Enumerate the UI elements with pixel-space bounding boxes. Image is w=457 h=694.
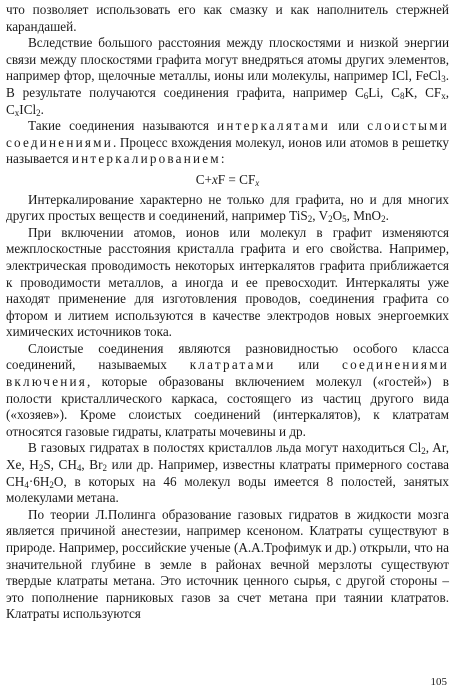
formula-subscript: x (255, 177, 260, 188)
subscript: 8 (399, 90, 405, 101)
paragraph-definition (6, 118, 449, 168)
text: , MnO (346, 208, 382, 224)
text: O (332, 208, 343, 224)
subscript: 2 (36, 107, 41, 118)
text: что позволяет использовать его как смазку и как наполнитель стержней карандашей. (6, 2, 449, 34)
formula-part: C+ (195, 171, 212, 187)
text: Интеркалирование характерно не только для графита, но и для многих других простых веществ и соединений, например TiS (6, 191, 449, 224)
subscript: x (441, 90, 446, 101)
text: По теории Л.Полинга образование газовых гидратов в жидкости мозга является причиной анестезии, например ксеноном. Клатраты существуют в природе. Например, российские ученые (А.А.Трофимук и др.) открыли, что на значительной глубине в земле в районах вечной мерзлоты существуют твердые клатраты метана. Это источник ценного сырья, с другой стороны – это пополнение парниковых газов за счет метана при таянии клатратов. Клатраты используются (6, 506, 449, 622)
text: Слоистые соединения являются разновидностью особого класса соединений, называемых (6, 340, 449, 373)
subscript: 2 (421, 446, 426, 457)
subscript: 2 (49, 479, 54, 490)
term-inclusion-compounds: соединениями включения (6, 357, 449, 390)
subscript: 2 (328, 214, 333, 225)
paragraph-gas-hydrates (6, 440, 449, 506)
term-intercalation: интеркалированием (71, 151, 221, 167)
paragraph-pauling-theory (6, 507, 449, 623)
subscript: x (14, 107, 20, 118)
text: K, CF (404, 84, 442, 100)
formula-variable: x (211, 171, 218, 187)
paragraph-continuation (6, 2, 449, 35)
subscript: 5 (342, 214, 347, 225)
subscript: 4 (76, 463, 82, 474)
text: : (220, 151, 225, 167)
text: , Ar, Xe, H (6, 440, 449, 473)
text: , Br (81, 457, 103, 473)
text: . Процесс вхождения молекул, ионов или атомов в решетку называется (6, 134, 449, 167)
text: . (385, 208, 389, 224)
text: Li, C (368, 84, 400, 100)
subscript: 2 (307, 214, 313, 225)
paragraph-properties (6, 225, 449, 341)
term-clathrates: клатратами (189, 357, 276, 373)
text: Вследствие большого расстояния между плоскостями и низкой энергии связи между плоскостями графита могут внедряться атомы других элементов, например фтор, щелочные металлы, ионы или молекулы, например ICl, FeCl (6, 35, 449, 84)
subscript: 3 (441, 74, 446, 85)
formula (6, 172, 449, 189)
paragraph-intercalation (6, 35, 449, 118)
subscript: 6 (363, 90, 369, 101)
text: , которые образованы включением молекул («гостей») в полости кристаллического каркаса, состоящего из частиц другого вида («хозяев»). Кроме слоистых соединений (интеркалятов), к клатратам относятся газовые гидраты, клатраты мочевины и др. (6, 374, 449, 439)
term-layered-compounds: слоистыми соединениями (6, 118, 449, 150)
formula-part: F = CF (217, 171, 256, 187)
text: При включении атомов, ионов или молекул в графит изменяются межплоскостные расстояния кристалла графита и его свойства. Например, электрическая проводимость некоторых интеркалятов графита приближается к проводимости металлов, а иногда и ее превосходит. Интеркаляты уже находят применение для изготовления проводов, соединения графита со фтором и литием используются в качестве электродов новых энергоемких химических источников тока. (6, 224, 449, 340)
text: В газовых гидратах в полостях кристаллов льда могут находиться Cl (28, 440, 422, 456)
text: . В результате получаются соединения графита, например C (6, 68, 449, 100)
text: S, CH (43, 457, 77, 473)
subscript: 4 (24, 479, 29, 490)
subscript: 2 (381, 214, 386, 225)
text: O, в которых на 46 молекул воды имеется 8 полостей, занятых молекулами метана. (6, 473, 449, 506)
text: , C (6, 84, 450, 117)
subscript: 2 (102, 463, 107, 474)
text: Такие соединения называются (28, 118, 218, 134)
subscript: 2 (38, 463, 44, 474)
text: ·6H (28, 473, 50, 489)
text: или (275, 357, 343, 373)
text: или др. Например, известны клатраты примерного состава CH (6, 457, 450, 489)
text: или (330, 118, 368, 134)
paragraph-clathrates (6, 341, 449, 441)
text: , V (312, 208, 329, 224)
text: . (40, 101, 44, 117)
term-intercalates: интеркалятами (217, 118, 331, 134)
text: ICl (19, 101, 37, 117)
page-number: 105 (430, 676, 447, 688)
paragraph-other-substances (6, 192, 449, 225)
